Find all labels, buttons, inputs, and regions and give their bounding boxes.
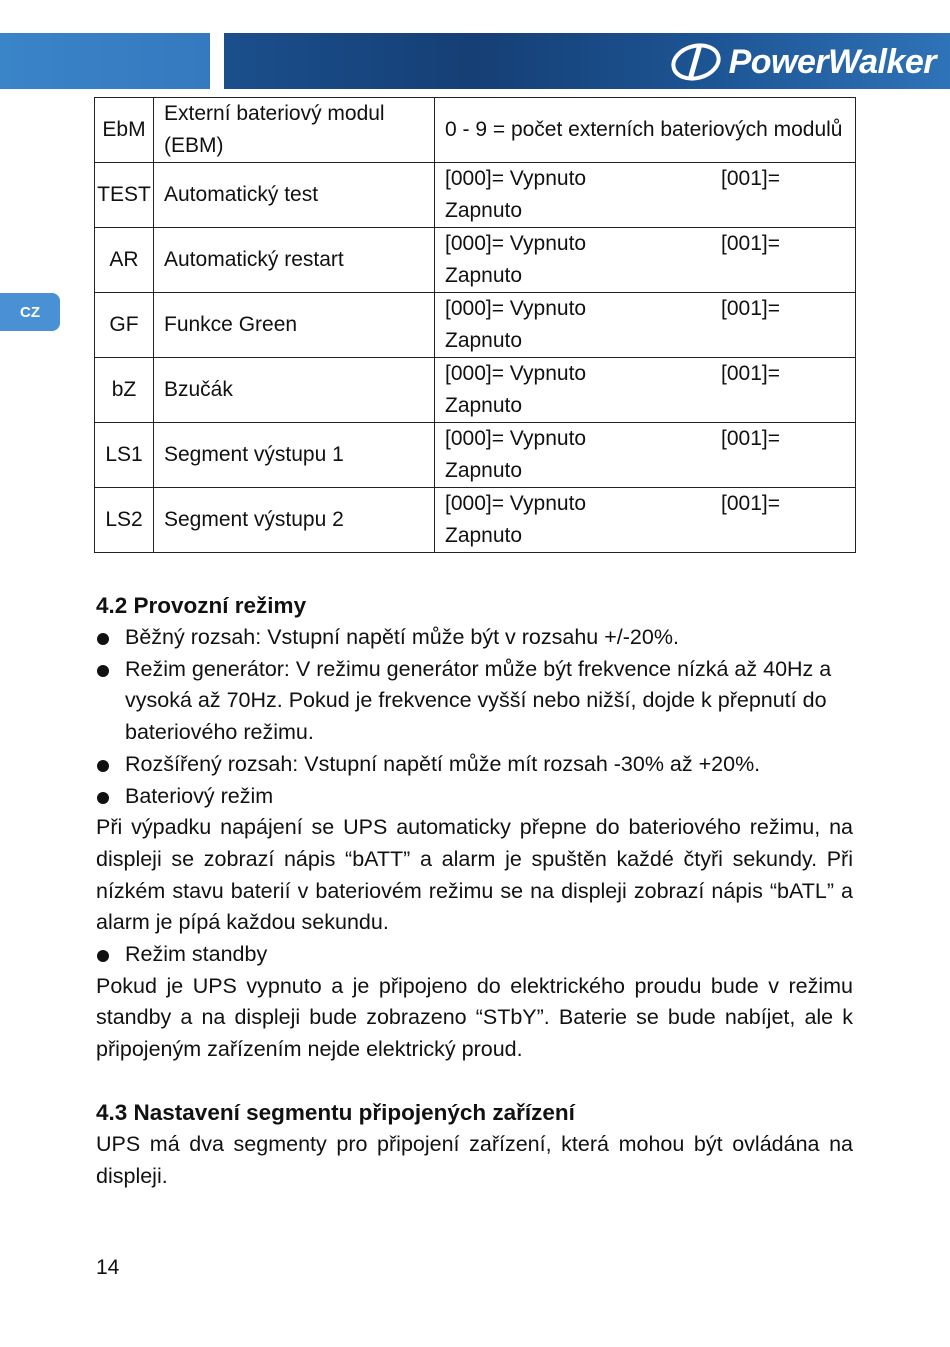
value-on: Zapnuto bbox=[445, 264, 523, 287]
value-on-code: [001]= bbox=[721, 492, 780, 515]
setting-name: Automatický restart bbox=[154, 228, 435, 293]
bullet-item: Režim standby bbox=[96, 939, 853, 971]
setting-value bbox=[435, 228, 856, 293]
paragraph: Při výpadku napájení se UPS automaticky přepne do bateriového režimu, na displeji se zobrazí nápis “bATT” a alarm je spuštěn každé čtyři sekundy. Při nízkém stavu baterií v bateriovém režimu se na displeji zobrazí nápis “bATL” a alarm je pípá každou sekundu. bbox=[96, 815, 853, 935]
brand-logo bbox=[669, 40, 936, 84]
value-on: Zapnuto bbox=[445, 394, 523, 417]
value-off: [000]= Vypnuto bbox=[445, 492, 587, 515]
paragraph: UPS má dva segmenty pro připojení zařízení, která mohou být ovládána na displeji. bbox=[96, 1131, 853, 1188]
value-on: Zapnuto bbox=[445, 329, 523, 352]
table-row bbox=[95, 423, 856, 488]
language-tab-label: CZ bbox=[20, 303, 40, 321]
setting-name: Segment výstupu 2 bbox=[154, 488, 435, 553]
value-on-code: [001]= bbox=[721, 427, 780, 450]
value-on: Zapnuto bbox=[445, 459, 523, 482]
value-off: [000]= Vypnuto bbox=[445, 427, 587, 450]
value-on-code: [001]= bbox=[721, 362, 780, 385]
page-number: 14 bbox=[96, 1256, 120, 1279]
value-off: [000]= Vypnuto bbox=[445, 232, 587, 255]
bullet-item: Režim generátor: V režimu generátor může být frekvence nízká až 40Hz a vysoká až 70Hz. Pokud je frekvence vyšší nebo nižší, dojde k přepnutí do bateriového režimu. bbox=[96, 654, 853, 749]
table-row bbox=[95, 98, 856, 163]
setting-value bbox=[435, 488, 856, 553]
table-row bbox=[95, 358, 856, 423]
value-on: Zapnuto bbox=[445, 199, 523, 222]
table-row bbox=[95, 488, 856, 553]
setting-code: EbM bbox=[95, 98, 154, 163]
value-off: [000]= Vypnuto bbox=[445, 167, 587, 190]
bullet-item: Běžný rozsah: Vstupní napětí může být v rozsahu +/-20%. bbox=[96, 622, 853, 654]
spacer bbox=[96, 1066, 853, 1097]
power-logo-icon bbox=[669, 42, 723, 82]
settings-table bbox=[94, 97, 856, 553]
table-row bbox=[95, 228, 856, 293]
value-on-code: [001]= bbox=[721, 297, 780, 320]
setting-value bbox=[435, 98, 856, 163]
setting-value bbox=[435, 163, 856, 228]
paragraph: Pokud je UPS vypnuto a je připojeno do elektrického proudu bude v režimu standby a na displeji bude zobrazeno “STbY”. Baterie se bude nabíjet, ale k připojeným zařízením nejde elektrický proud. bbox=[96, 973, 853, 1062]
setting-value bbox=[435, 293, 856, 358]
setting-code: GF bbox=[95, 293, 154, 358]
body-content bbox=[96, 590, 853, 1192]
bullet-item: Rozšířený rozsah: Vstupní napětí může mít rozsah -30% až +20%. bbox=[96, 749, 853, 781]
setting-name: Automatický test bbox=[154, 163, 435, 228]
value-off: [000]= Vypnuto bbox=[445, 362, 587, 385]
language-tab bbox=[0, 293, 60, 331]
setting-value bbox=[435, 423, 856, 488]
brand-name: PowerWalker bbox=[728, 42, 936, 81]
setting-name: Externí bateriový modul (EBM) bbox=[154, 98, 435, 163]
section-heading: 4.2 Provozní režimy bbox=[96, 593, 307, 618]
setting-code: LS1 bbox=[95, 423, 154, 488]
value-off: [000]= Vypnuto bbox=[445, 297, 587, 320]
value-on-code: [001]= bbox=[721, 167, 780, 190]
setting-value-text: 0 - 9 = počet externích bateriových modulů bbox=[445, 118, 843, 141]
setting-code: LS2 bbox=[95, 488, 154, 553]
setting-name: Bzučák bbox=[154, 358, 435, 423]
value-on: Zapnuto bbox=[445, 524, 523, 547]
table-row bbox=[95, 163, 856, 228]
bullet-item: Bateriový režim bbox=[96, 781, 853, 813]
setting-name: Segment výstupu 1 bbox=[154, 423, 435, 488]
table-row bbox=[95, 293, 856, 358]
value-on-code: [001]= bbox=[721, 232, 780, 255]
setting-code: bZ bbox=[95, 358, 154, 423]
setting-code: TEST bbox=[95, 163, 154, 228]
section-heading: 4.3 Nastavení segmentu připojených zařízení bbox=[96, 1099, 575, 1125]
setting-code: AR bbox=[95, 228, 154, 293]
setting-value bbox=[435, 358, 856, 423]
setting-name: Funkce Green bbox=[154, 293, 435, 358]
header-divider bbox=[210, 33, 224, 89]
